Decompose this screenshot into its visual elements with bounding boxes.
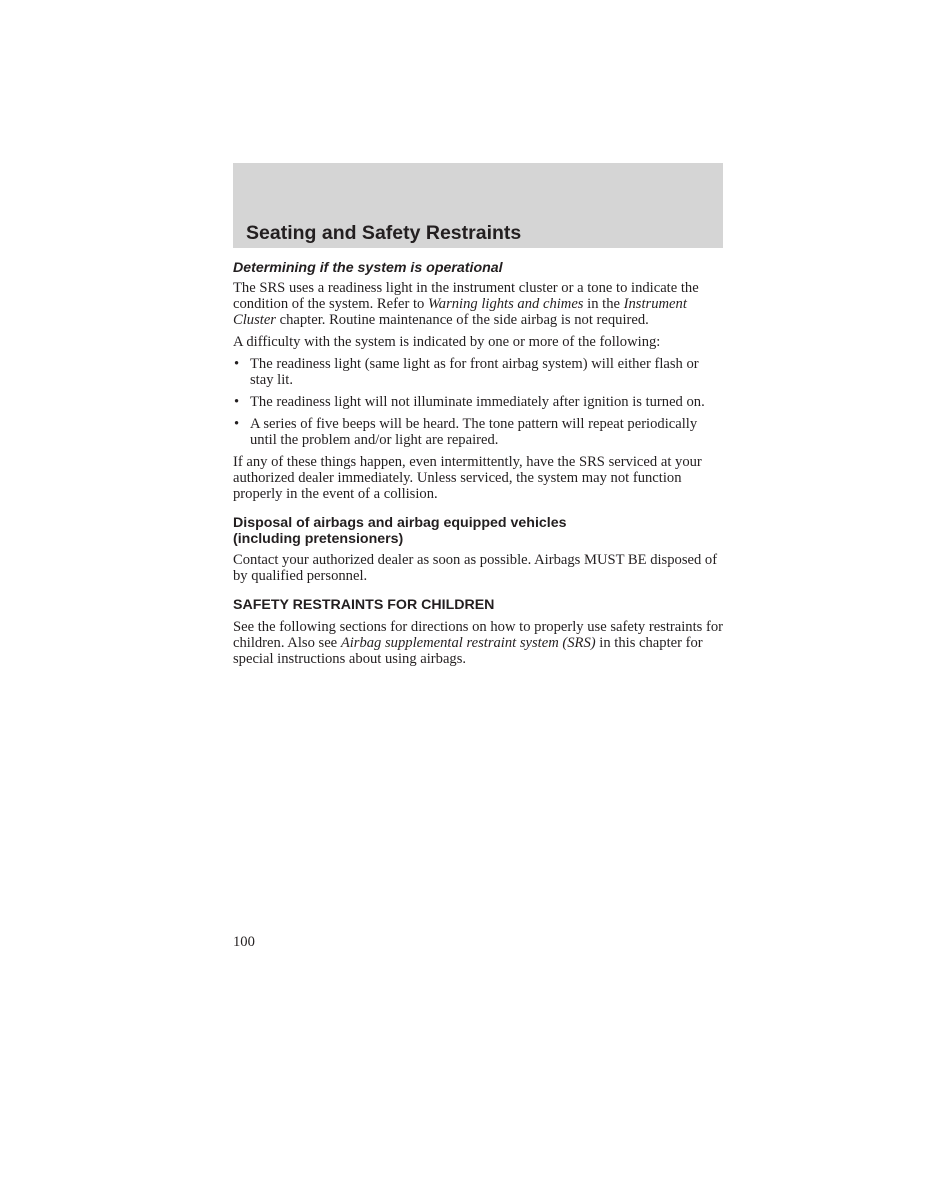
paragraph-service-warning: If any of these things happen, even intermittently, have the SRS serviced at your authorized dealer immediately. Unless serviced, the system may not function properly in the event of a collision. [233,454,702,502]
page-content [233,260,723,667]
bullet-icon: • [234,416,240,432]
paragraph-srs-readiness: The SRS uses a readiness light in the instrument cluster or a tone to indicate the condition of the system. Refer to Warning lights and chimes in the Instrument Cluster chapter. Routine maintenance of the side airbag is not required. [233,280,699,328]
paragraph-disposal: Contact your authorized dealer as soon as possible. Airbags MUST BE disposed of by qualified personnel. [233,552,718,584]
paragraph-difficulty-intro: A difficulty with the system is indicated by one or more of the following: [233,334,661,350]
cross-reference-instrument-cluster: Instrument Cluster [233,296,687,328]
section-heading-disposal: Disposal of airbags and airbag equipped vehicles (including pretensioners) [233,515,567,547]
difficulty-bullet-list [233,356,723,448]
chapter-header-band [233,163,723,248]
paragraph-children-restraints: See the following sections for directions on how to properly use safety restraints for children. Also see Airbag supplemental restraint system (SRS) in this chapter for special instructions about using airbags. [233,619,723,667]
chapter-title: Seating and Safety Restraints [246,222,522,244]
cross-reference-warning-lights: Warning lights and chimes [427,296,584,312]
list-item: • The readiness light will not illuminate immediately after ignition is turned on. [234,394,705,410]
bullet-icon: • [234,356,240,372]
list-item: • The readiness light (same light as for front airbag system) will either flash or stay lit. [234,356,699,388]
section-heading-operational: Determining if the system is operational [233,260,503,276]
list-item: • A series of five beeps will be heard. The tone pattern will repeat periodically until the problem and/or light are repaired. [234,416,698,448]
section-heading-children: SAFETY RESTRAINTS FOR CHILDREN [233,597,495,613]
page-number: 100 [233,934,255,950]
cross-reference-airbag-srs: Airbag supplemental restraint system (SRS) [340,635,596,651]
bullet-icon: • [234,394,240,410]
